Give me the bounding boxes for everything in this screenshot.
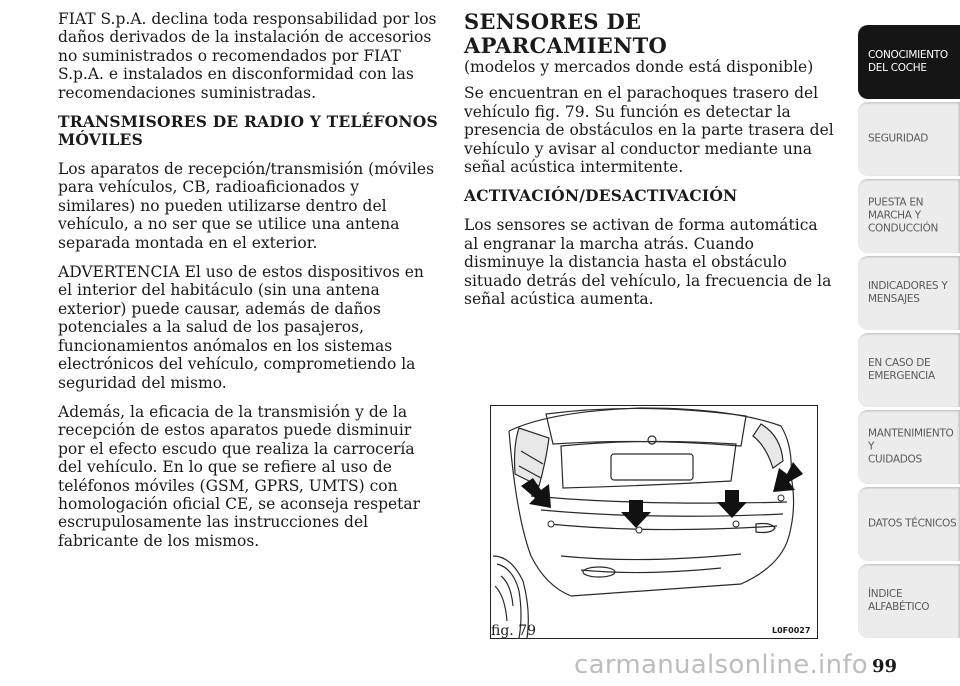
tab-label: DATOS TÉCNICOS	[868, 517, 957, 530]
car-rear-illustration	[491, 406, 817, 638]
sensor-arrow-1	[521, 478, 551, 508]
tab-puesta-en-marcha[interactable]	[858, 179, 960, 253]
radio-transmitters-heading: TRANSMISORES DE RADIO Y TELÉFONOS MÓVILES	[58, 112, 438, 150]
figure-code: L0F0027	[772, 626, 811, 635]
tab-indicadores[interactable]	[858, 256, 960, 330]
left-column	[58, 10, 440, 561]
sensor-arrow-2	[621, 500, 651, 528]
watermark: carmanualsonline.info	[574, 650, 869, 680]
radio-paragraph-1: Los aparatos de recepción/transmisión (móviles para vehículos, CB, radioaficionados y similares) no pueden utilizarse dentro del vehículo, a no ser que se utilice una antena separada montada en el exterior.	[58, 160, 435, 252]
license-plate	[611, 454, 693, 480]
activation-paragraph: Los sensores se activan de forma automática al engranar la marcha atrás. Cuando disminuye la distancia hasta el obstáculo situado detrás del vehículo, la frecuencia de la señal acústica aumenta.	[464, 216, 832, 309]
tab-label: CONOCIMIENTO DEL COCHE	[868, 49, 948, 74]
tab-datos-tecnicos[interactable]	[858, 487, 960, 561]
right-tail-light	[753, 424, 783, 468]
parking-sensor-4	[778, 495, 784, 501]
figure-caption: fig. 79	[491, 623, 537, 639]
right-column	[464, 10, 836, 319]
rear-window	[546, 408, 746, 446]
sensor-arrow-4	[773, 462, 803, 492]
sensor-arrow-3	[717, 490, 747, 518]
parking-sensors-subtitle: (modelos y mercados donde está disponible)	[464, 58, 814, 76]
tab-mantenimiento[interactable]	[858, 410, 960, 484]
page-number: 99	[872, 656, 898, 677]
parking-sensor-2	[636, 527, 642, 533]
chapter-tabs	[858, 25, 960, 641]
disclaimer-paragraph: FIAT S.p.A. declina toda responsabilidad por los daños derivados de la instalación de accesorios no suministrados o recomendados por FIAT S.p.A. e instalados en disconformidad con las recomendaciones suministradas.	[58, 10, 437, 102]
tab-seguridad[interactable]	[858, 102, 960, 176]
warning-paragraph: ADVERTENCIA El uso de estos dispositivos en el interior del habitáculo (sin una antena exterior) puede causar, además de daños potenciales a la salud de los pasajeros, funcionamientos anómalos en los sistemas electrónicos del vehículo, comprometiendo la seguridad del mismo.	[58, 263, 424, 392]
tab-label: SEGURIDAD	[868, 132, 928, 145]
tab-label: ÍNDICE ALFABÉTICO	[868, 588, 930, 613]
parking-sensor-1	[548, 521, 554, 527]
tab-conocimiento-del-coche[interactable]	[858, 25, 960, 99]
tab-label: EN CASO DE EMERGENCIA	[868, 357, 935, 382]
figure-rear-bumper	[490, 405, 818, 639]
rear-bumper	[531, 496, 787, 503]
tab-label: INDICADORES Y MENSAJES	[868, 280, 948, 305]
parking-sensor-3	[733, 521, 739, 527]
tab-label: PUESTA EN MARCHA Y CONDUCCIÓN	[868, 196, 939, 235]
tab-label: MANTENIMIENTO Y CUIDADOS	[868, 427, 954, 466]
tab-indice-alfabetico[interactable]	[858, 564, 960, 638]
parking-sensors-title: SENSORES DE APARCAMIENTO	[464, 9, 668, 58]
radio-paragraph-3: Además, la eficacia de la transmisión y de la recepción de estos aparatos puede disminuir por el efecto escudo que realiza la carrocería del vehículo. En lo que se refiere al uso de teléfonos móviles (GSM, GPRS, UMTS) con homologación oficial CE, se aconseja respetar escrupulosamente las instrucciones del fabricante de los mismos.	[58, 402, 421, 550]
activation-heading: ACTIVACIÓN/DESACTIVACIÓN	[464, 186, 738, 206]
tab-emergencia[interactable]	[858, 333, 960, 407]
parking-sensors-intro: Se encuentran en el parachoques trasero del vehículo fig. 79. Su función es detectar la presencia de obstáculos en la parte trasera del vehículo y avisar al conductor mediante una señal acústica intermitente.	[464, 84, 834, 177]
